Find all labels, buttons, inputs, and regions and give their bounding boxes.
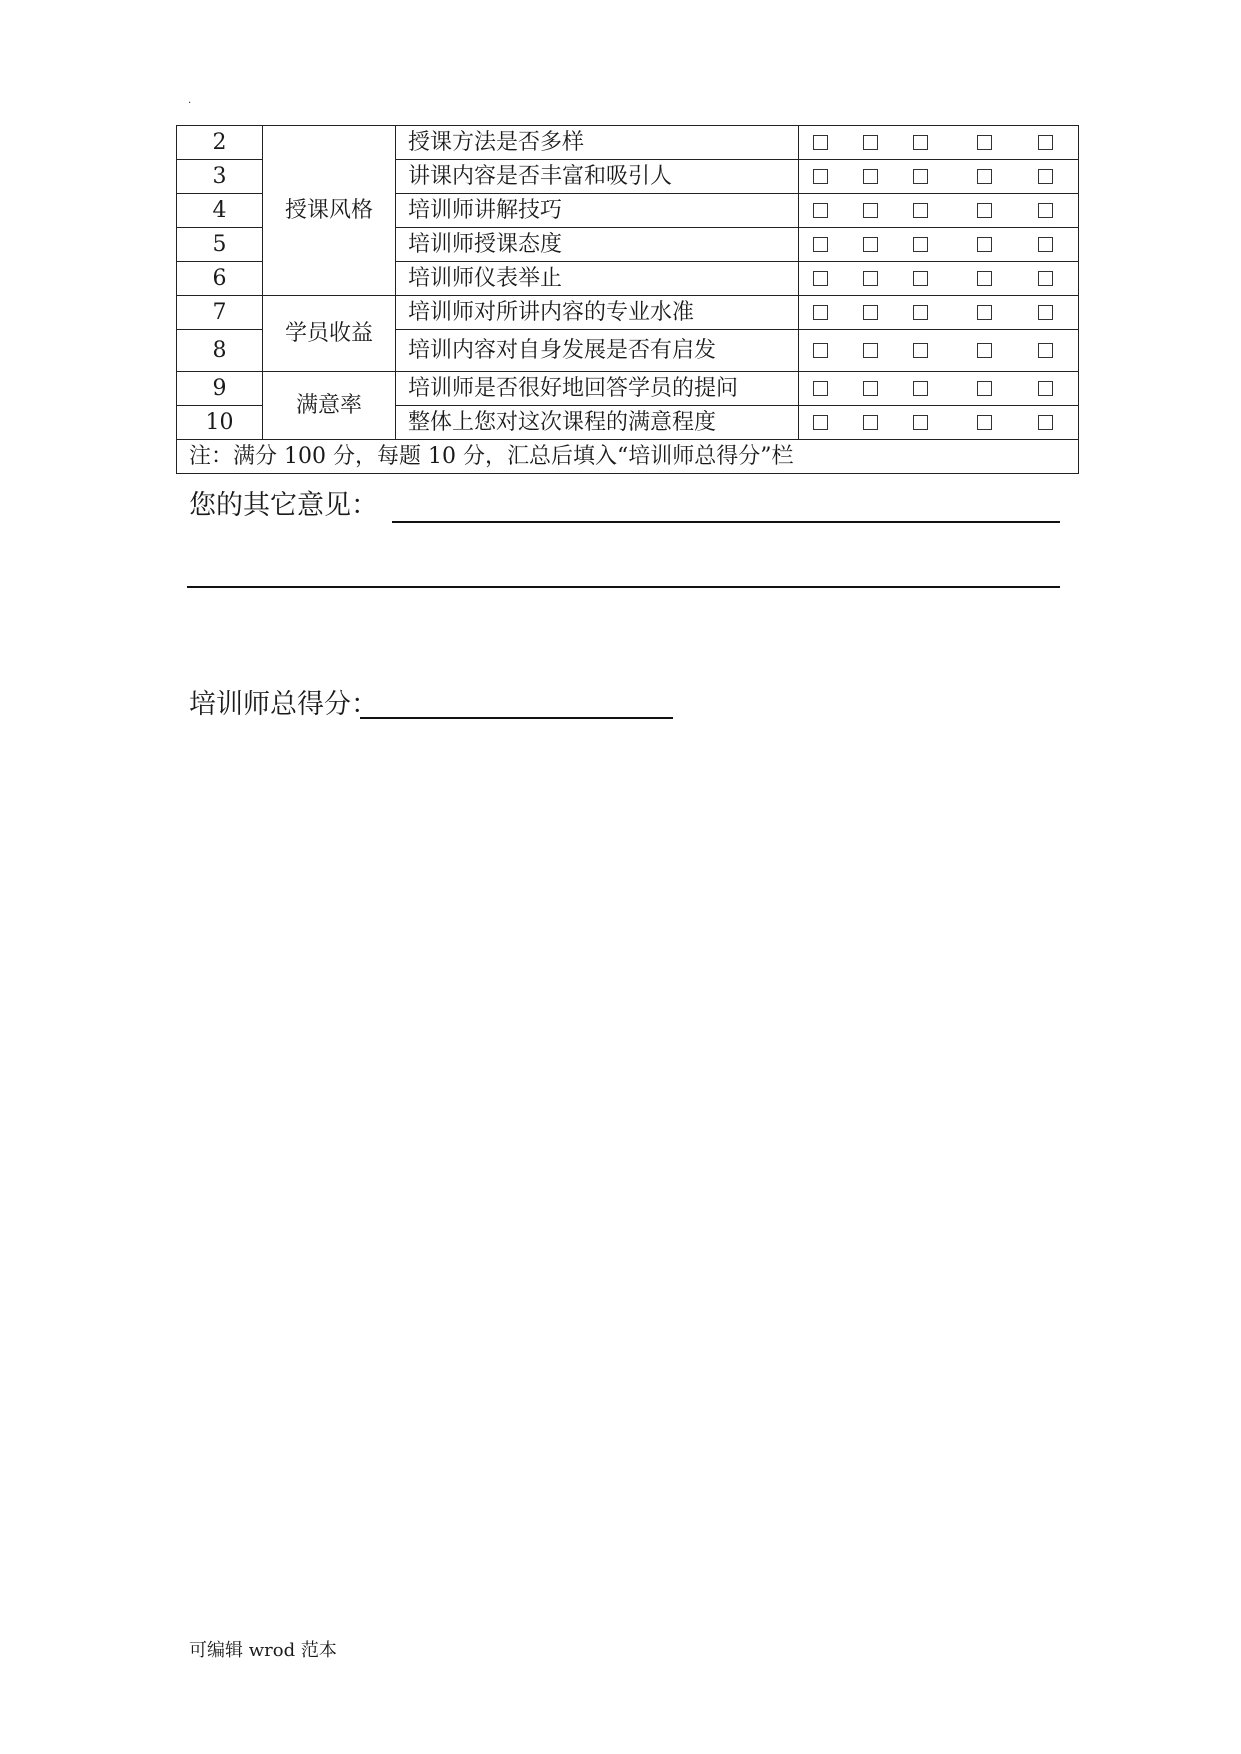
row-number: 5 (177, 228, 263, 262)
rating-checkbox-5[interactable] (1038, 203, 1053, 218)
rating-cell (799, 126, 1079, 160)
rating-checkbox-2[interactable] (863, 271, 878, 286)
rating-checkbox-2[interactable] (863, 237, 878, 252)
rating-checkbox-1[interactable] (813, 381, 828, 396)
rating-checkbox-4[interactable] (977, 169, 992, 184)
table-note-row (177, 440, 1079, 474)
rating-checkbox-3[interactable] (913, 415, 928, 430)
rating-checkbox-1[interactable] (813, 135, 828, 150)
evaluation-item: 培训师仪表举止 (396, 262, 799, 296)
rating-checkbox-1[interactable] (813, 169, 828, 184)
rating-checkbox-2[interactable] (863, 415, 878, 430)
opinion-line-2[interactable] (187, 586, 1060, 588)
rating-cell (799, 262, 1079, 296)
rating-checkbox-4[interactable] (977, 415, 992, 430)
rating-checkbox-2[interactable] (863, 203, 878, 218)
table-row (177, 372, 1079, 406)
category-student-benefit: 学员收益 (263, 296, 396, 372)
rating-checkbox-1[interactable] (813, 415, 828, 430)
rating-checkbox-3[interactable] (913, 381, 928, 396)
row-number: 10 (177, 406, 263, 440)
rating-checkbox-5[interactable] (1038, 237, 1053, 252)
row-number: 8 (177, 330, 263, 372)
rating-cell (799, 160, 1079, 194)
other-opinions-label: 您的其它意见： (189, 490, 378, 521)
rating-checkbox-4[interactable] (977, 237, 992, 252)
rating-checkbox-3[interactable] (913, 343, 928, 358)
opinion-line-1[interactable] (392, 521, 1060, 523)
rating-checkbox-5[interactable] (1038, 305, 1053, 320)
footer-text: 可编辑 wrod 范本 (189, 1640, 337, 1661)
rating-checkbox-3[interactable] (913, 169, 928, 184)
rating-checkbox-1[interactable] (813, 203, 828, 218)
rating-checkbox-3[interactable] (913, 271, 928, 286)
evaluation-item: 讲课内容是否丰富和吸引人 (396, 160, 799, 194)
evaluation-table (176, 125, 1079, 474)
rating-checkbox-2[interactable] (863, 381, 878, 396)
rating-cell (799, 330, 1079, 372)
rating-checkbox-4[interactable] (977, 203, 992, 218)
evaluation-item: 培训内容对自身发展是否有启发 (396, 330, 799, 372)
rating-checkbox-2[interactable] (863, 305, 878, 320)
rating-checkbox-3[interactable] (913, 135, 928, 150)
rating-checkbox-1[interactable] (813, 343, 828, 358)
rating-checkbox-1[interactable] (813, 271, 828, 286)
rating-checkbox-2[interactable] (863, 135, 878, 150)
rating-checkbox-4[interactable] (977, 271, 992, 286)
evaluation-item: 培训师对所讲内容的专业水准 (396, 296, 799, 330)
rating-checkbox-2[interactable] (863, 169, 878, 184)
evaluation-item: 整体上您对这次课程的满意程度 (396, 406, 799, 440)
evaluation-item: 培训师是否很好地回答学员的提问 (396, 372, 799, 406)
rating-checkbox-2[interactable] (863, 343, 878, 358)
rating-checkbox-4[interactable] (977, 305, 992, 320)
category-teaching-style: 授课风格 (263, 126, 396, 296)
rating-checkbox-1[interactable] (813, 237, 828, 252)
row-number: 9 (177, 372, 263, 406)
rating-checkbox-1[interactable] (813, 305, 828, 320)
row-number: 6 (177, 262, 263, 296)
rating-cell (799, 296, 1079, 330)
row-number: 7 (177, 296, 263, 330)
rating-checkbox-5[interactable] (1038, 169, 1053, 184)
rating-cell (799, 372, 1079, 406)
rating-checkbox-4[interactable] (977, 343, 992, 358)
rating-checkbox-3[interactable] (913, 237, 928, 252)
rating-checkbox-4[interactable] (977, 381, 992, 396)
page-marker: . (188, 95, 192, 106)
rating-checkbox-3[interactable] (913, 305, 928, 320)
total-score-line[interactable] (360, 717, 673, 719)
total-score-label: 培训师总得分： (189, 689, 378, 720)
row-number: 2 (177, 126, 263, 160)
rating-checkbox-4[interactable] (977, 135, 992, 150)
rating-checkbox-5[interactable] (1038, 271, 1053, 286)
evaluation-item: 培训师讲解技巧 (396, 194, 799, 228)
evaluation-item: 授课方法是否多样 (396, 126, 799, 160)
rating-cell (799, 406, 1079, 440)
row-number: 4 (177, 194, 263, 228)
evaluation-item: 培训师授课态度 (396, 228, 799, 262)
category-satisfaction: 满意率 (263, 372, 396, 440)
rating-checkbox-5[interactable] (1038, 135, 1053, 150)
table-row (177, 126, 1079, 160)
rating-checkbox-3[interactable] (913, 203, 928, 218)
rating-cell (799, 194, 1079, 228)
rating-cell (799, 228, 1079, 262)
table-note: 注：满分 100 分，每题 10 分，汇总后填入“培训师总得分”栏 (177, 440, 1079, 474)
rating-checkbox-5[interactable] (1038, 415, 1053, 430)
rating-checkbox-5[interactable] (1038, 343, 1053, 358)
rating-checkbox-5[interactable] (1038, 381, 1053, 396)
table-row (177, 296, 1079, 330)
row-number: 3 (177, 160, 263, 194)
